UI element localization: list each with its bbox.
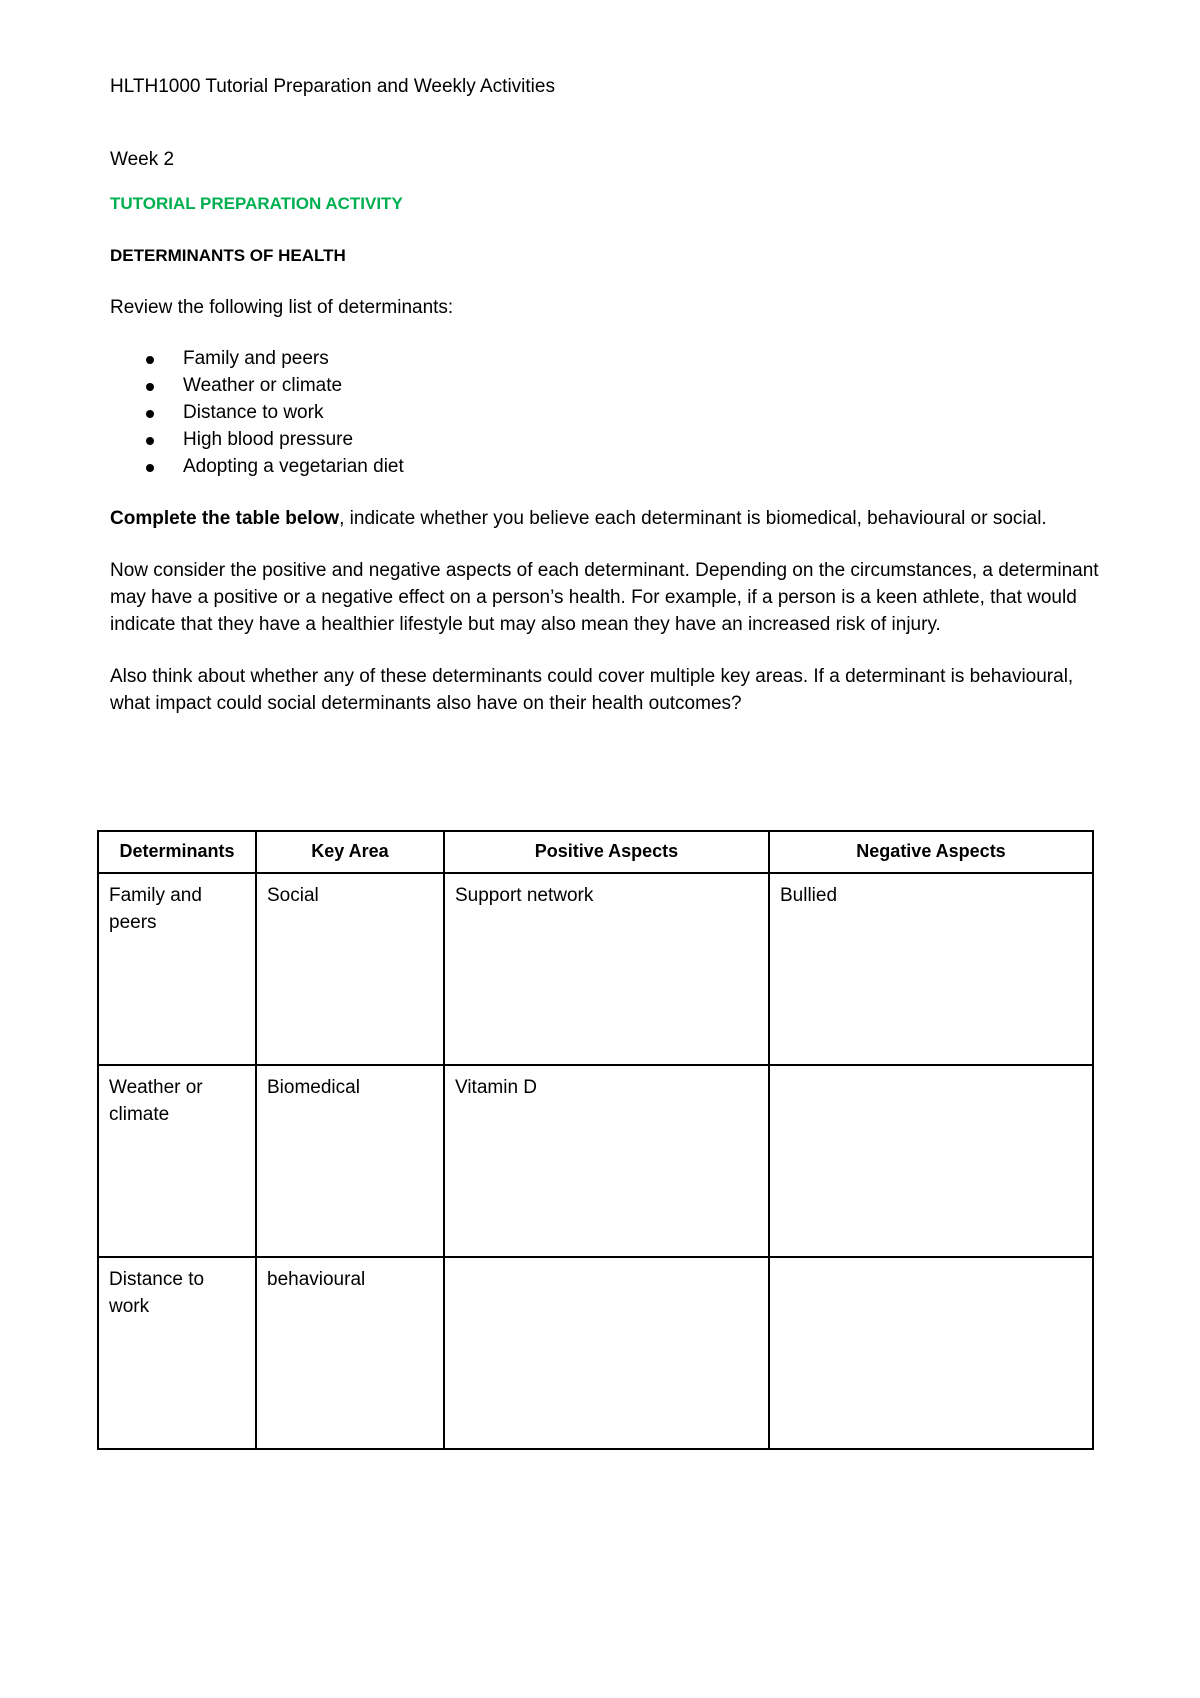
instruction-bold: Complete the table below (110, 508, 340, 529)
bullet-icon (146, 410, 154, 418)
activity-label: TUTORIAL PREPARATION ACTIVITY (110, 194, 403, 213)
header-negative-aspects: Negative Aspects (769, 831, 1093, 873)
cell-determinant[interactable]: Distance to work (98, 1257, 256, 1449)
list-item-text: Weather or climate (183, 375, 343, 396)
table-row (98, 1065, 1093, 1257)
cell-negative[interactable] (769, 1257, 1093, 1449)
list-item (110, 453, 1100, 480)
header-determinants: Determinants (98, 831, 256, 873)
list-item (110, 426, 1100, 453)
bullet-icon (146, 464, 154, 472)
table-row (98, 873, 1093, 1065)
page-header: HLTH1000 Tutorial Preparation and Weekly Activities (110, 76, 555, 97)
section-title: DETERMINANTS OF HEALTH (110, 246, 346, 265)
determinants-table (97, 830, 1094, 1450)
cell-determinant[interactable]: Family and peers (98, 873, 256, 1065)
also-paragraph: Also think about whether any of these determinants could cover multiple key areas. If a determinant is behavioural, what impact could social determinants also have on their health outcomes? (110, 666, 1074, 714)
instruction-rest: , indicate whether you believe each determinant is biomedical, behavioural or social. (339, 508, 1047, 529)
list-item-text: Adopting a vegetarian diet (183, 456, 404, 477)
cell-negative[interactable]: Bullied (769, 873, 1093, 1065)
week-label: Week 2 (110, 149, 175, 170)
cell-negative[interactable] (769, 1065, 1093, 1257)
bullet-icon (146, 437, 154, 445)
header-key-area: Key Area (256, 831, 444, 873)
list-item-text: Family and peers (183, 348, 329, 369)
cell-key-area[interactable]: Biomedical (256, 1065, 444, 1257)
instruction-paragraph (110, 505, 1100, 532)
document-body (110, 146, 1100, 717)
cell-key-area[interactable]: Social (256, 873, 444, 1065)
cell-positive[interactable] (444, 1257, 769, 1449)
header-positive-aspects: Positive Aspects (444, 831, 769, 873)
list-item (110, 372, 1100, 399)
list-item-text: High blood pressure (183, 429, 354, 450)
bullet-icon (146, 356, 154, 364)
table-header-row (98, 831, 1093, 873)
consider-paragraph: Now consider the positive and negative aspects of each determinant. Depending on the circumstances, a determinant may have a positive or a negative effect on a person’s health. For example, if a person is a keen athlete, that would indicate that they have a healthier lifestyle but may also mean they have an increased risk of injury. (110, 560, 1099, 635)
cell-positive[interactable]: Vitamin D (444, 1065, 769, 1257)
cell-key-area[interactable]: behavioural (256, 1257, 444, 1449)
determinant-list (110, 345, 1100, 480)
list-item (110, 345, 1100, 372)
bullet-icon (146, 383, 154, 391)
intro-text: Review the following list of determinants: (110, 297, 454, 318)
list-item (110, 399, 1100, 426)
cell-positive[interactable]: Support network (444, 873, 769, 1065)
list-item-text: Distance to work (183, 402, 324, 423)
table-row (98, 1257, 1093, 1449)
cell-determinant[interactable]: Weather or climate (98, 1065, 256, 1257)
